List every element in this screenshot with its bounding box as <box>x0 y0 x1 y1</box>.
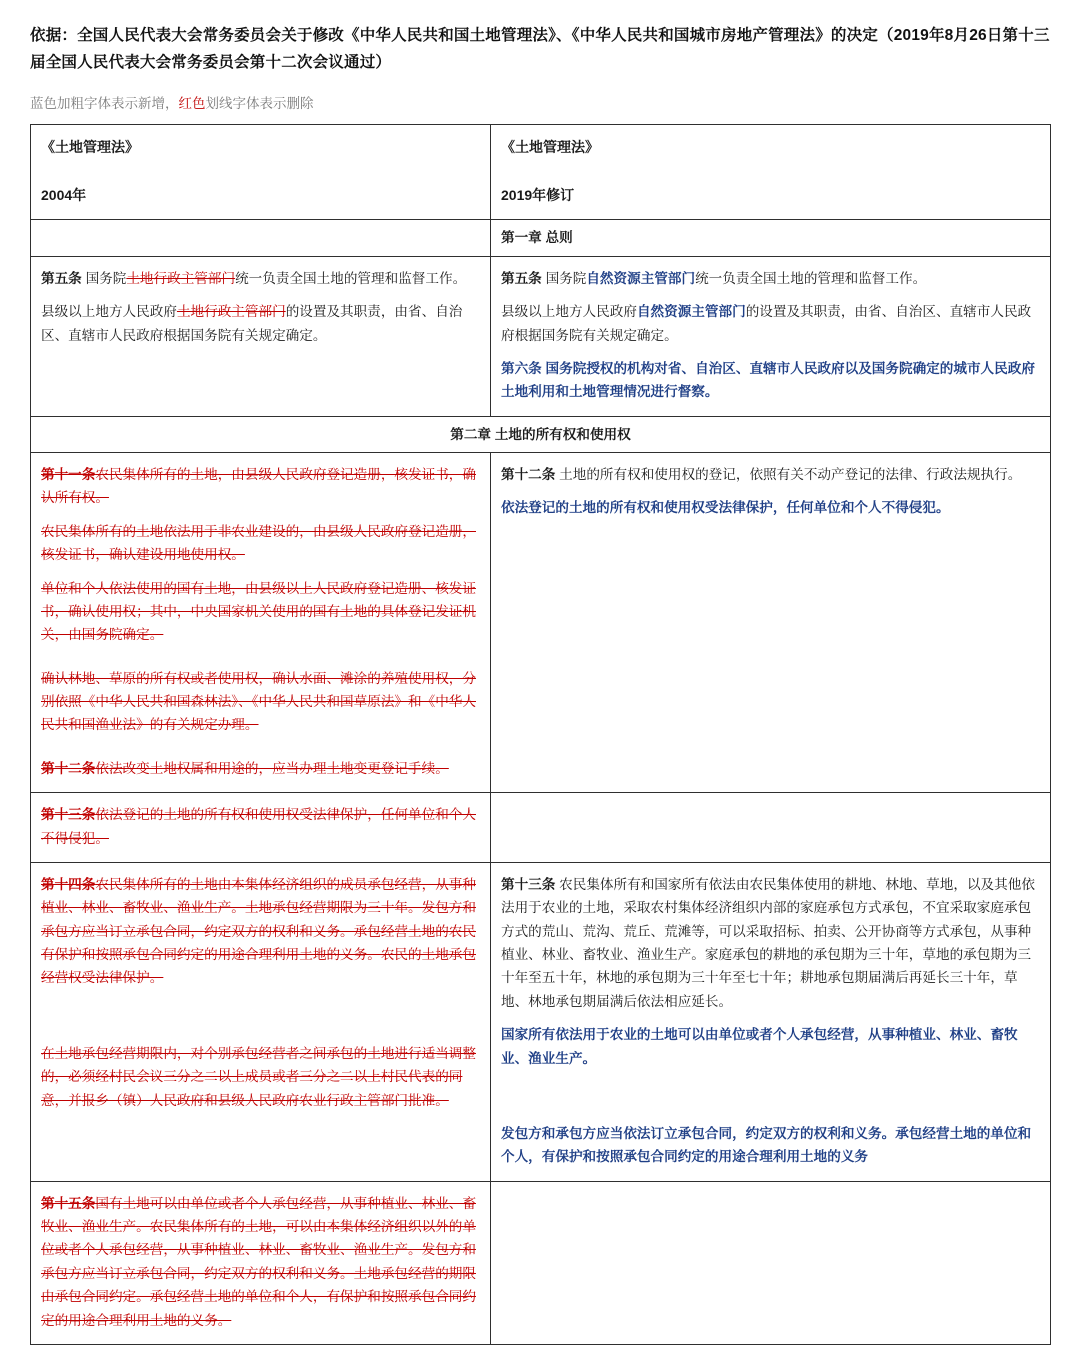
article14-old <box>31 862 491 1181</box>
article13-old-text: 依法登记的土地的所有权和使用权受法律保护，任何单位和个人不得侵犯。 <box>41 807 476 846</box>
article12-new-para1 <box>501 463 1040 486</box>
article13-old <box>31 793 491 863</box>
article5-old-p1a: 国务院 <box>85 270 127 286</box>
article13-new-para1 <box>501 873 1040 1013</box>
right-law-title: 《土地管理法》 <box>501 139 599 156</box>
chapter1-row <box>31 220 1051 256</box>
article13-new-blank <box>491 793 1051 863</box>
legend-new-text: 蓝色加粗字体表示新增， <box>30 96 179 112</box>
article13-old-para <box>41 803 480 850</box>
article5-old-para2 <box>41 300 480 347</box>
article5-old-para1 <box>41 267 480 290</box>
table-row <box>31 793 1051 863</box>
basis-note: 依据：全国人民代表大会常务委员会关于修改《中华人民共和国土地管理法》、《中华人民共和国城市房地产管理法》的决定（2019年8月26日第十三届全国人民代表大会常务委员会第十二次会议通过） <box>30 27 1050 72</box>
article15-new-blank <box>491 1181 1051 1344</box>
article5-new-p1-added: 自然资源主管部门 <box>586 270 696 286</box>
table-header-row <box>31 125 1051 220</box>
article13-new-p1: 农民集体所有和国家所有依法由农民集体使用的耕地、林地、草地，以及其他依法用于农业的土地，采取农村集体经济组织内部的家庭承包方式承包，不宜采取家庭承包方式的荒山、荒沟、荒丘、荒滩等，可以采取招标、拍卖、公开协商等方式承包，从事种植业、林业、畜牧业、渔业生产。家庭承包的耕地的承包期为三十年，草地的承包期为三十年至五十年，林地的承包期为三十年至七十年；耕地承包期届满后再延长三十年，草地、林地承包期届满后依法相应延长。 <box>501 876 1035 1009</box>
article11-old-para2: 农民集体所有的土地依法用于非农业建设的，由县级人民政府登记造册，核发证书，确认建设用地使用权。 <box>41 523 476 563</box>
article12-old-number: 第十二条 <box>41 760 96 776</box>
left-law-title: 《土地管理法》 <box>41 139 139 156</box>
article5-new-para2 <box>501 300 1040 347</box>
article5-new <box>491 256 1051 416</box>
article5-old-p2-deleted: 土地行政主管部门 <box>176 304 286 320</box>
article5-new-p1b: 统一负责全国土地的管理和监督工作。 <box>695 270 927 286</box>
article5-new-p1a: 国务院 <box>545 270 587 286</box>
table-row <box>31 256 1051 416</box>
table-row <box>31 862 1051 1181</box>
article11-old-p1: 农民集体所有的土地，由县级人民政府登记造册，核发证书，确认所有权。 <box>41 467 476 506</box>
article15-old-para <box>41 1192 480 1332</box>
article11-old-para4: 确认林地、草原的所有权或者使用权，确认水面、滩涂的养殖使用权，分别依照《中华人民共和国森林法》、《中华人民共和国草原法》和《中华人民共和国渔业法》的有关规定办理。 <box>41 670 476 733</box>
article5-old <box>31 256 491 416</box>
header-cell-right <box>491 125 1051 220</box>
article12-new-para2: 依法登记的土地的所有权和使用权受法律保护，任何单位和个人不得侵犯。 <box>501 500 950 516</box>
article14-old-para1 <box>41 873 480 990</box>
article5-new-number: 第五条 <box>501 270 542 286</box>
article12-new-number: 第十二条 <box>501 467 556 483</box>
article13-new-para3: 发包方和承包方应当依法订立承包合同，约定双方的权利和义务。承包经营土地的单位和个人，有保护和按照承包合同约定的用途合理利用土地的义务 <box>501 1125 1032 1165</box>
article6-new-para: 第六条 国务院授权的机构对省、自治区、直辖市人民政府以及国务院确定的城市人民政府土地利用和土地管理情况进行督察。 <box>501 360 1035 400</box>
article14-old-para2: 在土地承包经营期限内，对个别承包经营者之间承包的土地进行适当调整的，必须经村民会议三分之二以上成员或者三分之二以上村民代表的同意，并报乡（镇）人民政府和县级人民政府农业行政主管部门批准。 <box>41 1045 476 1108</box>
article5-new-p2-added: 自然资源主管部门 <box>636 304 746 320</box>
article15-old <box>31 1181 491 1344</box>
article5-old-p1b: 统一负责全国土地的管理和监督工作。 <box>235 270 467 286</box>
right-law-year: 2019年修订 <box>501 187 575 204</box>
chapter1-cell-left <box>31 220 491 256</box>
article12-new-p1: 土地的所有权和使用权的登记，依照有关不动产登记的法律、行政法规执行。 <box>559 467 1022 483</box>
article5-old-p2b: 的设置及其职责，由省、自治区、直辖市人民政府根据国务院有关规定确定。 <box>41 304 463 343</box>
article14-old-p1: 农民集体所有的土地由本集体经济组织的成员承包经营，从事种植业、林业、畜牧业、渔业生产。土地承包经营期限为三十年。发包方和承包方应当订立承包合同，约定双方的权利和义务。承包经营土地的农民有保护和按照承包合同约定的用途合理利用土地的义务。农民的土地承包经营权受法律保护。 <box>41 876 476 986</box>
table-row <box>31 453 1051 793</box>
article5-old-p1-deleted: 土地行政主管部门 <box>126 270 236 286</box>
article12-old-para <box>41 757 480 780</box>
article13-new-para2: 国家所有依法用于农业的土地可以由单位或者个人承包经营，从事种植业、林业、畜牧业、渔业生产。 <box>501 1027 1018 1066</box>
article5-new-para1 <box>501 267 1040 290</box>
chapter2-row <box>31 416 1051 452</box>
chapter1-title: 第一章 总则 <box>491 220 1051 256</box>
article5-new-p2b: 的设置及其职责，由省、自治区、直辖市人民政府根据国务院有关规定确定。 <box>501 304 1032 343</box>
left-law-year: 2004年 <box>41 187 87 204</box>
chapter2-title: 第二章 土地的所有权和使用权 <box>31 416 1051 452</box>
comparison-table <box>30 124 1051 1345</box>
article5-old-p2a: 县级以上地方人民政府 <box>41 304 177 320</box>
legend <box>30 92 1050 112</box>
article13-old-number: 第十三条 <box>41 807 96 823</box>
article11-old-para3: 单位和个人依法使用的国有土地，由县级以上人民政府登记造册、核发证书，确认使用权；其中，中央国家机关使用的国有土地的具体登记发证机关，由国务院确定。 <box>41 580 476 643</box>
article5-new-p2a: 县级以上地方人民政府 <box>501 304 637 320</box>
article15-old-text: 国有土地可以由单位或者个人承包经营，从事种植业、林业、畜牧业、渔业生产。农民集体所有的土地，可以由本集体经济组织以外的单位或者个人承包经营，从事种植业、林业、畜牧业、渔业生产。发包方和承包方应当订立承包合同，约定双方的权利和义务。土地承包经营的期限由承包合同约定。承包经营土地的单位和个人，有保护和按照承包合同约定的用途合理利用土地的义务。 <box>41 1195 476 1328</box>
article11-old <box>31 453 491 793</box>
article15-old-number: 第十五条 <box>41 1195 96 1211</box>
article11-old-para1 <box>41 463 480 510</box>
legend-tail-text: 划线字体表示删除 <box>205 96 314 112</box>
article13-new-number: 第十三条 <box>501 876 556 892</box>
legend-deleted-color-text: 红色 <box>178 96 206 112</box>
table-row <box>31 1181 1051 1344</box>
article5-old-number: 第五条 <box>41 270 82 286</box>
article12-old-text: 依法改变土地权属和用途的，应当办理土地变更登记手续。 <box>95 760 449 776</box>
article14-old-number: 第十四条 <box>41 876 96 892</box>
header-cell-left <box>31 125 491 220</box>
article13-new <box>491 862 1051 1181</box>
article11-old-number: 第十一条 <box>41 467 96 483</box>
article12-new <box>491 453 1051 793</box>
